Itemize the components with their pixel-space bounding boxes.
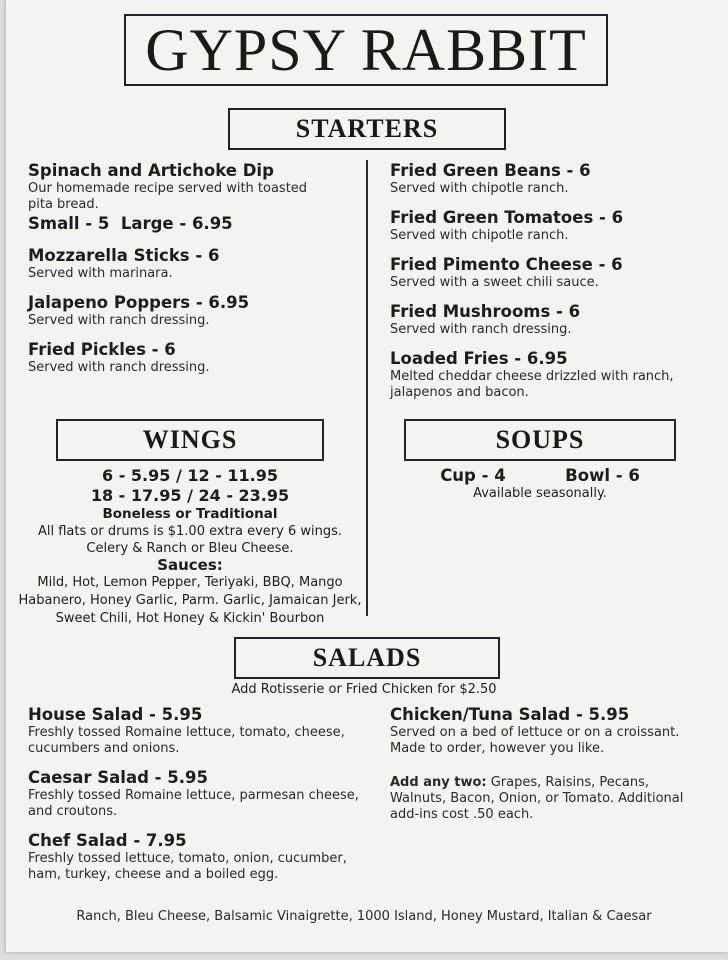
- item-name: Caesar Salad - 5.95: [28, 768, 208, 787]
- item-description: Served with chipotle ranch.: [390, 181, 569, 196]
- salad-addins: [390, 775, 705, 823]
- item-description: Freshly tossed Romaine lettuce, tomato, cheese, cucumbers and onions.: [28, 725, 345, 756]
- item-name: Chicken/Tuna Salad - 5.95: [390, 705, 630, 724]
- menu-item: [28, 831, 368, 883]
- item-name: Spinach and Artichoke Dip: [28, 161, 274, 180]
- wings-style: Boneless or Traditional: [102, 506, 278, 522]
- menu-item: [390, 302, 700, 338]
- item-description: Served with marinara.: [28, 266, 173, 281]
- item-name: Fried Pimento Cheese - 6: [390, 255, 623, 274]
- item-description: Served with ranch dressing.: [390, 322, 572, 337]
- item-name: Fried Pickles - 6: [28, 340, 176, 359]
- wings-flats-note: All flats or drums is $1.00 extra every 6 wings.: [37, 524, 342, 539]
- item-name: Mozzarella Sticks - 6: [28, 246, 220, 265]
- soups-heading: SOUPS: [404, 419, 676, 461]
- menu-item: [390, 705, 710, 757]
- item-price: Small - 5 Large - 6.95: [28, 214, 233, 233]
- item-description: Freshly tossed Romaine lettuce, parmesan cheese, and croutons.: [28, 788, 359, 819]
- menu-item: [390, 208, 700, 244]
- salads-heading: SALADS: [234, 637, 500, 679]
- item-description: Served with ranch dressing.: [28, 360, 210, 375]
- soup-cup-price: Cup - 4: [440, 466, 506, 485]
- wings-sides: Celery & Ranch or Bleu Cheese.: [86, 541, 294, 556]
- item-description: Served with a sweet chili sauce.: [390, 275, 599, 290]
- item-description: Our homemade recipe served with toasted pita bread.: [28, 181, 308, 212]
- wings-details: [16, 466, 364, 628]
- starters-right-column: [390, 161, 700, 412]
- item-description: Melted cheddar cheese drizzled with ranch, jalapenos and bacon.: [390, 369, 674, 400]
- item-name: Loaded Fries - 6.95: [390, 349, 568, 368]
- item-name: House Salad - 5.95: [28, 705, 203, 724]
- wings-price-line: 6 - 5.95 / 12 - 11.95: [101, 466, 279, 485]
- wings-price-line: 18 - 17.95 / 24 - 23.95: [90, 486, 290, 505]
- menu-item: [390, 349, 700, 401]
- salads-add-note: Add Rotisserie or Fried Chicken for $2.50: [231, 682, 497, 697]
- menu-item: [28, 340, 358, 376]
- salads-right-column: [390, 705, 710, 823]
- wings-sauces: Mild, Hot, Lemon Pepper, Teriyaki, BBQ, Mango Habanero, Honey Garlic, Parm. Garlic, Jamaican Jerk, Sweet Chili, Hot Honey & Kickin' Bourbon: [18, 575, 362, 626]
- dressings-list: Ranch, Bleu Cheese, Balsamic Vinaigrette, 1000 Island, Honey Mustard, Italian & Caesar: [76, 909, 652, 924]
- soups-details: [404, 466, 676, 502]
- menu-item: [28, 246, 358, 282]
- soups-note: Available seasonally.: [473, 486, 607, 501]
- item-name: Fried Green Tomatoes - 6: [390, 208, 624, 227]
- item-name: Fried Mushrooms - 6: [390, 302, 581, 321]
- addins-label: Add any two:: [390, 775, 487, 790]
- menu-item: [28, 705, 368, 757]
- addins-text: Grapes, Raisins, Pecans, Walnuts, Bacon, Onion, or Tomato. Additional add-ins cost .50 each.: [390, 775, 684, 822]
- restaurant-logo: GYPSY RABBIT: [124, 14, 608, 86]
- column-divider: [366, 160, 368, 616]
- soup-bowl-price: Bowl - 6: [565, 466, 640, 485]
- starters-heading: STARTERS: [228, 108, 506, 150]
- starters-left-column: [28, 161, 358, 387]
- item-description: Freshly tossed lettuce, tomato, onion, cucumber, ham, turkey, cheese and a boiled egg.: [28, 851, 347, 882]
- item-description: Served on a bed of lettuce or on a croissant. Made to order, however you like.: [390, 725, 680, 756]
- menu-item: [28, 161, 358, 235]
- item-name: Chef Salad - 7.95: [28, 831, 187, 850]
- salads-left-column: [28, 705, 368, 894]
- menu-item: [390, 255, 700, 291]
- menu-item: [28, 768, 368, 820]
- item-description: Served with chipotle ranch.: [390, 228, 569, 243]
- soups-prices: [404, 466, 676, 486]
- item-name: Jalapeno Poppers - 6.95: [28, 293, 250, 312]
- wings-heading: WINGS: [56, 419, 324, 461]
- menu-item: [28, 293, 358, 329]
- menu-item: [390, 161, 700, 197]
- item-description: Served with ranch dressing.: [28, 313, 210, 328]
- item-name: Fried Green Beans - 6: [390, 161, 591, 180]
- wings-sauces-label: Sauces:: [157, 556, 223, 574]
